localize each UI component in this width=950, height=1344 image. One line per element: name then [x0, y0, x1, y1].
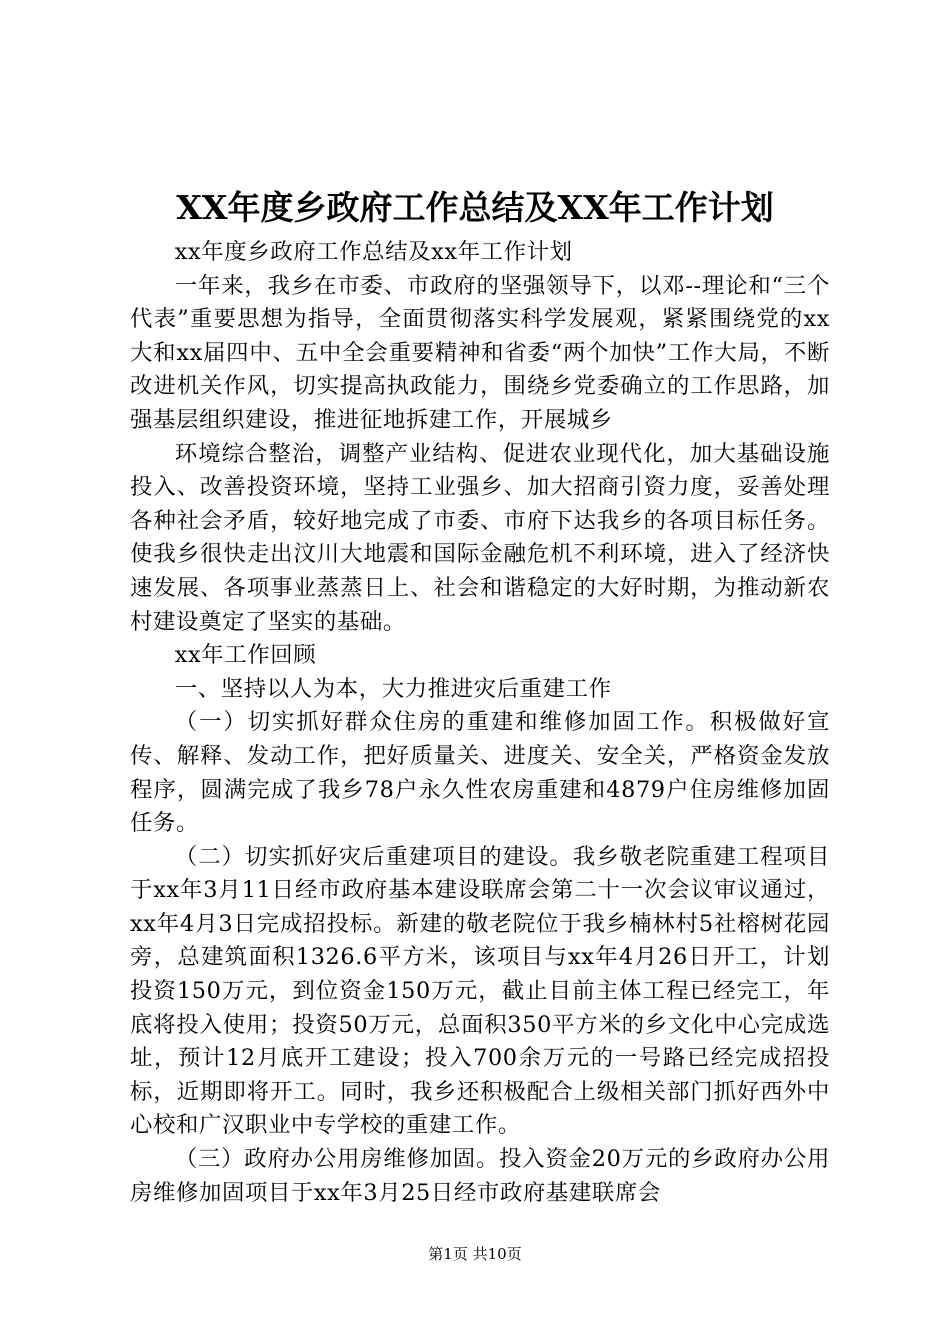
- document-body: [130, 236, 830, 1210]
- document-title: XX年度乡政府工作总结及XX年工作计划: [176, 188, 774, 227]
- section-heading-reconstruction: 一、坚持以人为本，大力推进灾后重建工作: [174, 675, 612, 702]
- paragraph-subtitle: xx年度乡政府工作总结及xx年工作计划: [174, 239, 573, 265]
- page-number-footer: 第1页 共10页: [428, 1245, 522, 1263]
- section-heading-review: xx年工作回顾: [174, 642, 317, 669]
- paragraph-housing-rebuild: （一）切实抓好群众住房的重建和维修加固工作。积极做好宣传、解释、发动工作，把好质量关、进度关、安全关，严格资金发放程序，圆满完成了我乡78户永久性农房重建和4879户住房维修加固任务。: [130, 709, 830, 837]
- paragraph-office-repair: （三）政府办公用房维修加固。投入资金20万元的乡政府办公用房维修加固项目于xx年3月25日经市政府基建联席会: [130, 1146, 830, 1206]
- paragraph-intro-continued: 环境综合整治，调整产业结构、促进农业现代化，加大基础设施投入、改善投资环境，坚持工业强乡、加大招商引资力度，妥善处理各种社会矛盾，较好地完成了市委、市府下达我乡的各项目标任务。使我乡很快走出汶川大地震和国际金融危机不利环境，进入了经济快速发展、各项事业蒸蒸日上、社会和谐稳定的大好时期，为推动新农村建设奠定了坚实的基础。: [130, 440, 830, 635]
- paragraph-reconstruction-projects: （二）切实抓好灾后重建项目的建设。我乡敬老院重建工程项目于xx年3月11日经市政府基本建设联席会第二十一次会议审议通过，xx年4月3日完成招投标。新建的敬老院位于我乡楠林村5社榕树花园旁，总建筑面积1326.6平方米，该项目与xx年4月26日开工，计划投资150万元，到位资金150万元，截止目前主体工程已经完工，年底将投入使用；投资50万元，总面积350平方米的乡文化中心完成选址，预计12月底开工建设；投入700余万元的一号路已经完成招投标，近期即将开工。同时，我乡还积极配合上级相关部门抓好西外中心校和广汉职业中专学校的重建工作。: [130, 843, 830, 1139]
- paragraph-intro: 一年来，我乡在市委、市政府的坚强领导下，以邓--理论和“三个代表”重要思想为指导，全面贯彻落实科学发展观，紧紧围绕党的xx大和xx届四中、五中全会重要精神和省委“两个加快”工作大局，不断改进机关作风，切实提高执政能力，围绕乡党委确立的工作思路，加强基层组织建设，推进征地拆建工作，开展城乡: [130, 272, 830, 433]
